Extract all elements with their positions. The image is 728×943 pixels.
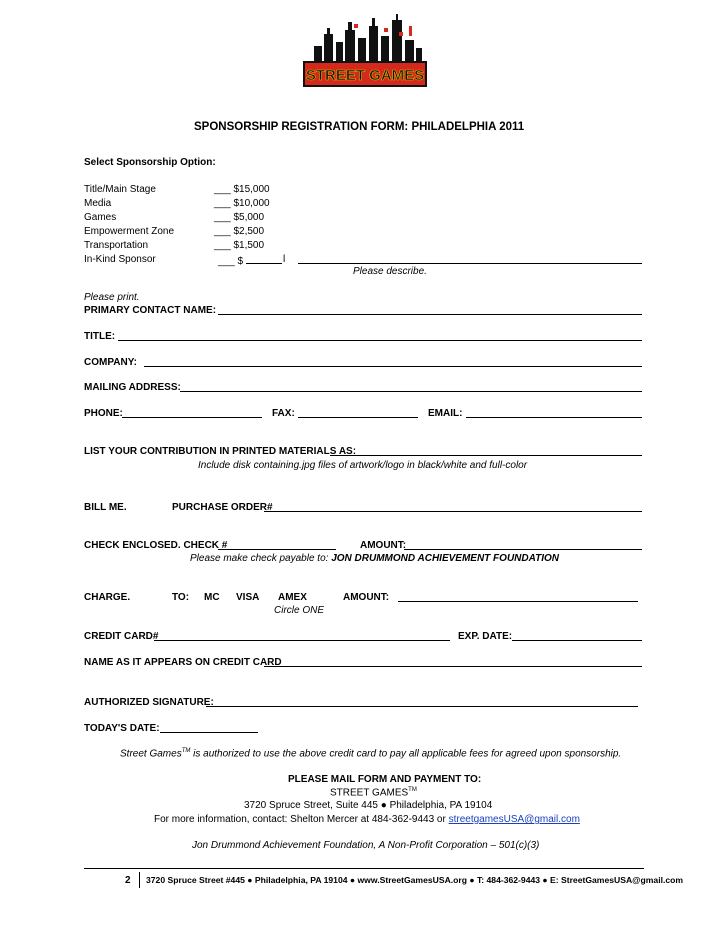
charge-label[interactable]: CHARGE. [84, 592, 131, 603]
option-label: Empowerment Zone [84, 226, 175, 237]
option-checkbox-blank[interactable]: ___ $2,500 [214, 226, 265, 237]
more-info: For more information, contact: Shelton Mercer at 484-362-9443 or streetgamesUSA@gmail.com [154, 814, 580, 825]
footer-divider [139, 872, 140, 888]
check-amount-field[interactable] [404, 540, 642, 553]
fax-label: FAX: [272, 408, 295, 419]
footer-contact-line: 3720 Spruce Street #445 ● Philadelphia, PA 19104 ● www.StreetGamesUSA.org ● T: 484-362-9443 ● E: StreetGamesUSA@gmail.com [146, 875, 684, 885]
card-option-visa[interactable]: VISA [236, 592, 260, 603]
todays-date-label: TODAY'S DATE: [84, 723, 160, 734]
list-contribution-label: LIST YOUR CONTRIBUTION IN PRINTED MATERIALS AS: [84, 446, 357, 457]
nonprofit-note: Jon Drummond Achievement Foundation, A Non-Profit Corporation – 501(c)(3) [192, 840, 540, 851]
authorized-signature-field[interactable] [206, 697, 638, 710]
option-label: Games [84, 212, 117, 223]
todays-date-field[interactable] [160, 723, 258, 736]
check-number-field[interactable] [218, 540, 336, 553]
list-contribution-field[interactable] [330, 446, 642, 459]
option-label: Title/Main Stage [84, 184, 156, 195]
in-kind-label: In-Kind Sponsor [84, 254, 156, 265]
street-games-logo [296, 12, 434, 92]
charge-amount-field[interactable] [398, 592, 638, 605]
authorization-note: Street Games™ is authorized to use the above credit card to pay all applicable fees for agreed upon sponsorship. [120, 748, 622, 760]
option-label: Transportation [84, 240, 149, 251]
option-checkbox-blank[interactable]: ___ $15,000 [214, 184, 270, 195]
in-kind-description-field[interactable] [298, 254, 642, 267]
mail-org: STREET GAMES™ [330, 787, 417, 799]
in-kind-describe-note: Please describe. [353, 266, 427, 277]
in-kind-amount-field[interactable]: ___ $ [218, 254, 282, 267]
check-amount-label: AMOUNT: [360, 540, 407, 551]
select-option-label: Select Sponsorship Option: [84, 157, 216, 168]
credit-card-field[interactable] [154, 631, 450, 644]
mailing-address-field[interactable] [180, 382, 642, 395]
disk-note: Include disk containing.jpg files of artwork/logo in black/white and full-color [198, 460, 528, 471]
check-enclosed-label[interactable]: CHECK ENCLOSED. CHECK # [84, 540, 228, 551]
exp-date-label: EXP. DATE: [458, 631, 513, 642]
form-title: SPONSORSHIP REGISTRATION FORM: PHILADELPHIA 2011 [194, 121, 525, 133]
mail-address: 3720 Spruce Street, Suite 445 ● Philadelphia, PA 19104 [244, 800, 493, 811]
contact-email-link[interactable]: streetgamesUSA@gmail.com [448, 814, 580, 825]
option-checkbox-blank[interactable]: ___ $10,000 [214, 198, 270, 209]
purchase-order-label: PURCHASE ORDER# [172, 502, 273, 513]
fax-field[interactable] [298, 408, 418, 421]
charge-to-label: TO: [172, 592, 190, 603]
name-on-card-label: NAME AS IT APPEARS ON CREDIT CARD [84, 657, 282, 668]
please-print-note: Please print. [84, 292, 140, 303]
email-label: EMAIL: [428, 408, 463, 419]
circle-one-note: Circle ONE [274, 605, 325, 616]
phone-field[interactable] [122, 408, 262, 421]
purchase-order-field[interactable] [264, 502, 642, 515]
credit-card-label: CREDIT CARD# [84, 631, 159, 642]
exp-date-field[interactable] [512, 631, 642, 644]
logo-text: STREET GAMES [305, 67, 425, 84]
option-checkbox-blank[interactable]: ___ $1,500 [214, 240, 265, 251]
in-kind-separator: l [283, 254, 286, 265]
title-label: TITLE: [84, 331, 116, 342]
charge-amount-label: AMOUNT: [343, 592, 390, 603]
bill-me-label[interactable]: BILL ME. [84, 502, 127, 513]
mail-heading: PLEASE MAIL FORM AND PAYMENT TO: [288, 774, 482, 785]
mailing-address-label: MAILING ADDRESS: [84, 382, 181, 393]
check-payable-note: Please make check payable to: JON DRUMMOND ACHIEVEMENT FOUNDATION [190, 553, 559, 564]
card-option-amex[interactable]: AMEX [278, 592, 307, 603]
option-label: Media [84, 198, 112, 209]
footer-rule [84, 868, 644, 869]
authorized-signature-label: AUTHORIZED SIGNATURE: [84, 697, 214, 708]
name-on-card-field[interactable] [264, 657, 642, 670]
company-label: COMPANY: [84, 357, 137, 368]
primary-contact-field[interactable] [218, 305, 642, 318]
option-checkbox-blank[interactable]: ___ $5,000 [214, 212, 265, 223]
phone-label: PHONE: [84, 408, 123, 419]
card-option-mc[interactable]: MC [204, 592, 220, 603]
primary-contact-label: PRIMARY CONTACT NAME: [84, 305, 217, 316]
company-field[interactable] [144, 357, 642, 370]
email-field[interactable] [466, 408, 642, 421]
footer-page-number: 2 [125, 875, 131, 886]
title-field[interactable] [118, 331, 642, 344]
